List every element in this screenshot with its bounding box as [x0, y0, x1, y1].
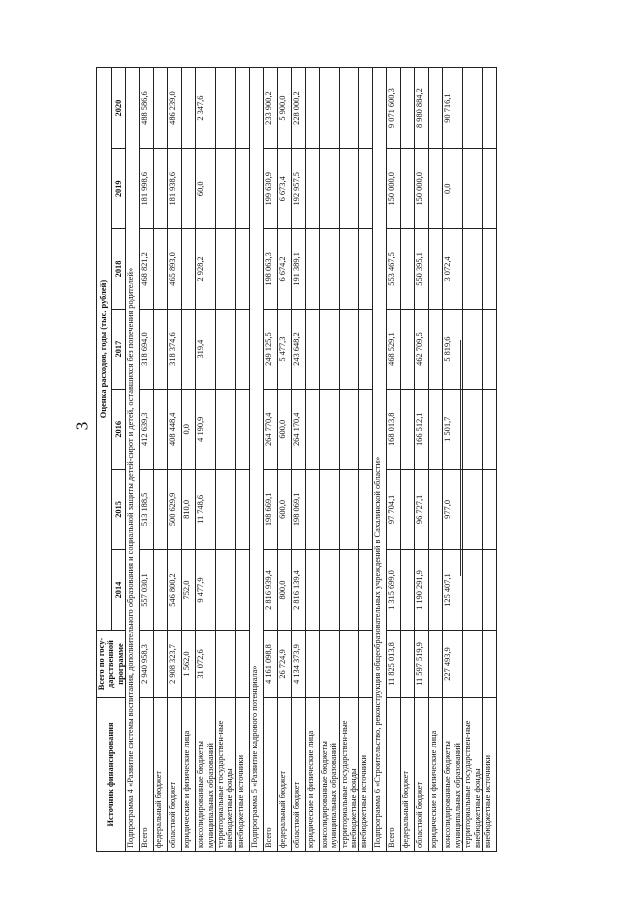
cell-year-value	[319, 309, 339, 389]
cell-total	[463, 631, 483, 698]
cell-year-value: 5 819,6	[443, 309, 463, 389]
cell-year-value: 977,0	[443, 469, 463, 549]
cell-total: 227 493,9	[443, 631, 463, 698]
cell-year-value	[154, 149, 168, 229]
cell-year-value	[216, 309, 236, 389]
row-label: юридические и физические лица	[182, 697, 196, 851]
cell-year-value	[154, 68, 168, 149]
cell-year-value: 408 448,4	[168, 389, 182, 469]
cell-year-value: 150 000,0	[415, 149, 429, 229]
row-label: областной бюджет	[168, 697, 182, 851]
cell-year-value	[463, 389, 483, 469]
table-row	[196, 68, 216, 852]
cell-year-value	[463, 469, 483, 549]
cell-year-value: 553 467,5	[387, 229, 401, 309]
table-row	[154, 68, 168, 852]
table-row	[291, 68, 305, 852]
section-title: Подпрограмма 4 «Развитие системы воспитания, дополнительного образования и социальной защиты детей-сирот и детей, оставшихся без попечения родителей»	[126, 68, 140, 852]
cell-year-value	[305, 149, 319, 229]
table-row	[182, 68, 196, 852]
section-row	[126, 68, 140, 852]
header-source: Источник финансирования	[97, 697, 126, 851]
financing-table	[96, 67, 497, 852]
cell-year-value	[429, 68, 443, 149]
header-year: 2020	[111, 68, 126, 149]
cell-year-value	[339, 309, 359, 389]
cell-year-value	[319, 229, 339, 309]
cell-year-value: 181 998,6	[140, 149, 154, 229]
cell-year-value	[235, 389, 249, 469]
cell-year-value	[401, 389, 415, 469]
header-year: 2016	[111, 389, 126, 469]
cell-year-value	[463, 149, 483, 229]
cell-year-value	[305, 309, 319, 389]
cell-year-value	[463, 309, 483, 389]
cell-year-value: 2 347,6	[196, 68, 216, 149]
cell-year-value	[305, 68, 319, 149]
cell-year-value	[154, 229, 168, 309]
cell-year-value	[319, 389, 339, 469]
table-row	[319, 68, 339, 852]
cell-year-value	[339, 469, 359, 549]
row-label: федеральный бюджет	[401, 697, 415, 851]
cell-year-value	[483, 149, 497, 229]
cell-year-value	[319, 68, 339, 149]
cell-year-value: 468 821,2	[140, 229, 154, 309]
cell-year-value: 264 170,4	[291, 389, 305, 469]
cell-year-value	[182, 309, 196, 389]
cell-year-value	[463, 68, 483, 149]
cell-year-value	[401, 309, 415, 389]
cell-year-value	[216, 389, 236, 469]
cell-year-value: 412 639,3	[140, 389, 154, 469]
table-body	[126, 68, 497, 852]
row-label: внебюджетные источники	[235, 697, 249, 851]
cell-year-value	[483, 229, 497, 309]
table-row	[235, 68, 249, 852]
cell-year-value: 249 125,5	[263, 309, 277, 389]
cell-year-value: 168 013,8	[387, 389, 401, 469]
cell-year-value: 11 748,6	[196, 469, 216, 549]
cell-year-value: 150 000,0	[387, 149, 401, 229]
cell-year-value	[319, 149, 339, 229]
cell-total	[429, 631, 443, 698]
cell-year-value	[401, 68, 415, 149]
cell-year-value: 199 630,9	[263, 149, 277, 229]
cell-year-value: 318 694,0	[140, 309, 154, 389]
cell-year-value	[216, 149, 236, 229]
cell-year-value: 468 529,1	[387, 309, 401, 389]
cell-year-value: 125 407,1	[443, 549, 463, 630]
cell-year-value	[235, 68, 249, 149]
cell-year-value: 600,0	[277, 469, 291, 549]
row-label: консолидированные бюджеты муниципальных образований	[319, 697, 339, 851]
table-row	[387, 68, 401, 852]
cell-year-value: 6 674,2	[277, 229, 291, 309]
cell-total: 26 724,9	[277, 631, 291, 698]
cell-year-value	[305, 389, 319, 469]
cell-year-value	[429, 229, 443, 309]
cell-year-value	[339, 229, 359, 309]
cell-year-value	[319, 549, 339, 630]
cell-year-value	[359, 68, 373, 149]
cell-year-value: 1 315 699,0	[387, 549, 401, 630]
cell-year-value: 2 816 939,4	[263, 549, 277, 630]
row-label: территориальные государствен-ные внебюджетные фонды	[216, 697, 236, 851]
row-label: юридические и физические лица	[305, 697, 319, 851]
cell-year-value: 90 716,1	[443, 68, 463, 149]
row-label: консолидированные бюджеты муниципальных образований	[443, 697, 463, 851]
row-label: Всего	[140, 697, 154, 851]
cell-year-value: 488 586,6	[140, 68, 154, 149]
cell-year-value	[154, 469, 168, 549]
cell-year-value	[339, 549, 359, 630]
cell-year-value: 810,0	[182, 469, 196, 549]
table-row	[168, 68, 182, 852]
cell-total	[483, 631, 497, 698]
cell-year-value: 192 957,5	[291, 149, 305, 229]
table-row	[277, 68, 291, 852]
table-row	[463, 68, 483, 852]
page-number: 3	[72, 421, 92, 431]
cell-year-value: 752,0	[182, 549, 196, 630]
cell-year-value	[483, 68, 497, 149]
cell-year-value: 546 800,2	[168, 549, 182, 630]
header-year: 2014	[111, 549, 126, 630]
cell-year-value	[359, 389, 373, 469]
cell-year-value	[154, 549, 168, 630]
cell-year-value	[483, 549, 497, 630]
cell-total	[216, 631, 236, 698]
cell-year-value	[235, 549, 249, 630]
cell-year-value: 181 938,6	[168, 149, 182, 229]
cell-year-value: 6 673,4	[277, 149, 291, 229]
table-row	[359, 68, 373, 852]
cell-total: 1 562,0	[182, 631, 196, 698]
row-label: территориальные государствен-ные внебюджетные фонды	[339, 697, 359, 851]
cell-year-value	[359, 149, 373, 229]
cell-year-value	[483, 389, 497, 469]
cell-year-value	[429, 469, 443, 549]
cell-year-value	[305, 229, 319, 309]
table-row	[401, 68, 415, 852]
cell-year-value: 0,0	[182, 389, 196, 469]
cell-year-value: 557 030,1	[140, 549, 154, 630]
section-title: Подпрограмма 6 «Строительство, реконструкция общеобразовательных учреждений в Сахалинской области»	[373, 68, 387, 852]
cell-year-value: 1 501,7	[443, 389, 463, 469]
cell-total	[154, 631, 168, 698]
cell-year-value	[319, 469, 339, 549]
cell-year-value: 97 704,1	[387, 469, 401, 549]
cell-year-value	[154, 389, 168, 469]
cell-year-value: 9 477,9	[196, 549, 216, 630]
table-row	[140, 68, 154, 852]
table-row	[429, 68, 443, 852]
cell-year-value: 233 900,2	[263, 68, 277, 149]
cell-year-value	[182, 149, 196, 229]
cell-year-value: 2 816 139,4	[291, 549, 305, 630]
cell-year-value	[483, 469, 497, 549]
cell-year-value	[216, 549, 236, 630]
row-label: внебюджетные источники	[359, 697, 373, 851]
cell-year-value: 166 512,1	[415, 389, 429, 469]
row-label: внебюджетные источники	[483, 697, 497, 851]
cell-year-value	[401, 549, 415, 630]
cell-year-value: 228 000,2	[291, 68, 305, 149]
table-row	[216, 68, 236, 852]
cell-year-value	[429, 549, 443, 630]
row-label: федеральный бюджет	[154, 697, 168, 851]
cell-year-value: 4 190,9	[196, 389, 216, 469]
cell-total: 31 072,6	[196, 631, 216, 698]
header-year: 2015	[111, 469, 126, 549]
cell-total	[305, 631, 319, 698]
row-label: федеральный бюджет	[277, 697, 291, 851]
row-label: юридические и физические лица	[429, 697, 443, 851]
cell-year-value: 191 389,1	[291, 229, 305, 309]
cell-year-value	[483, 309, 497, 389]
cell-year-value	[401, 469, 415, 549]
cell-year-value	[216, 469, 236, 549]
cell-year-value: 0,0	[443, 149, 463, 229]
cell-year-value: 264 770,4	[263, 389, 277, 469]
table-row	[483, 68, 497, 852]
row-label: областной бюджет	[291, 697, 305, 851]
cell-year-value	[429, 389, 443, 469]
cell-total: 2 908 323,7	[168, 631, 182, 698]
cell-total: 4 161 098,8	[263, 631, 277, 698]
table-row	[415, 68, 429, 852]
cell-year-value	[359, 469, 373, 549]
cell-year-value: 2 928,2	[196, 229, 216, 309]
cell-year-value	[339, 149, 359, 229]
table-row	[443, 68, 463, 852]
cell-year-value: 319,4	[196, 309, 216, 389]
cell-year-value: 600,0	[277, 389, 291, 469]
cell-total: 11 825 013,8	[387, 631, 401, 698]
cell-year-value	[235, 149, 249, 229]
cell-year-value	[235, 309, 249, 389]
header-total: Всего по госу-дарственной программе	[97, 631, 126, 698]
table-row	[305, 68, 319, 852]
cell-year-value: 243 648,2	[291, 309, 305, 389]
cell-year-value	[235, 469, 249, 549]
cell-year-value: 9 071 600,3	[387, 68, 401, 149]
cell-total: 4 134 373,9	[291, 631, 305, 698]
cell-year-value: 462 709,5	[415, 309, 429, 389]
section-row	[373, 68, 387, 852]
cell-year-value	[235, 229, 249, 309]
cell-year-value: 500 629,9	[168, 469, 182, 549]
cell-year-value	[429, 309, 443, 389]
cell-year-value: 60,0	[196, 149, 216, 229]
cell-year-value	[216, 68, 236, 149]
cell-total	[235, 631, 249, 698]
cell-total: 2 940 958,3	[140, 631, 154, 698]
header-year: 2018	[111, 229, 126, 309]
cell-year-value: 486 239,0	[168, 68, 182, 149]
cell-year-value: 318 374,6	[168, 309, 182, 389]
header-year: 2019	[111, 149, 126, 229]
cell-year-value: 465 893,0	[168, 229, 182, 309]
cell-year-value: 198 669,1	[263, 469, 277, 549]
cell-year-value: 1 190 291,9	[415, 549, 429, 630]
cell-total	[359, 631, 373, 698]
cell-year-value	[339, 389, 359, 469]
cell-year-value	[429, 149, 443, 229]
cell-total	[401, 631, 415, 698]
cell-year-value	[359, 549, 373, 630]
cell-year-value: 550 395,1	[415, 229, 429, 309]
cell-year-value: 5 900,0	[277, 68, 291, 149]
header-year: 2017	[111, 309, 126, 389]
row-label: Всего	[263, 697, 277, 851]
cell-year-value	[216, 229, 236, 309]
header-estimate: Оценка расходов, годы (тыс. рублей)	[97, 68, 112, 631]
cell-year-value	[359, 309, 373, 389]
cell-year-value: 8 980 884,2	[415, 68, 429, 149]
cell-year-value	[305, 549, 319, 630]
cell-year-value	[401, 149, 415, 229]
cell-year-value: 96 727,1	[415, 469, 429, 549]
cell-year-value: 800,0	[277, 549, 291, 630]
cell-year-value	[359, 229, 373, 309]
cell-year-value	[182, 229, 196, 309]
cell-year-value	[305, 469, 319, 549]
row-label: консолидированные бюджеты муниципальных образований	[196, 697, 216, 851]
table-row	[263, 68, 277, 852]
cell-year-value: 5 477,3	[277, 309, 291, 389]
cell-year-value: 513 188,5	[140, 469, 154, 549]
rotated-table-container	[96, 67, 537, 852]
cell-year-value	[463, 229, 483, 309]
cell-year-value	[401, 229, 415, 309]
cell-year-value: 3 072,4	[443, 229, 463, 309]
cell-year-value	[154, 309, 168, 389]
table-row	[339, 68, 359, 852]
section-title: Подпрограмма 5 «Развитие кадрового потенциала»	[249, 68, 263, 852]
row-label: территориальные государствен-ные внебюджетные фонды	[463, 697, 483, 851]
cell-year-value	[463, 549, 483, 630]
cell-year-value	[182, 68, 196, 149]
cell-year-value	[339, 68, 359, 149]
row-label: Всего	[387, 697, 401, 851]
cell-total: 11 597 519,9	[415, 631, 429, 698]
cell-year-value: 198 063,3	[263, 229, 277, 309]
row-label: областной бюджет	[415, 697, 429, 851]
section-row	[249, 68, 263, 852]
cell-total	[339, 631, 359, 698]
cell-total	[319, 631, 339, 698]
cell-year-value: 198 069,1	[291, 469, 305, 549]
